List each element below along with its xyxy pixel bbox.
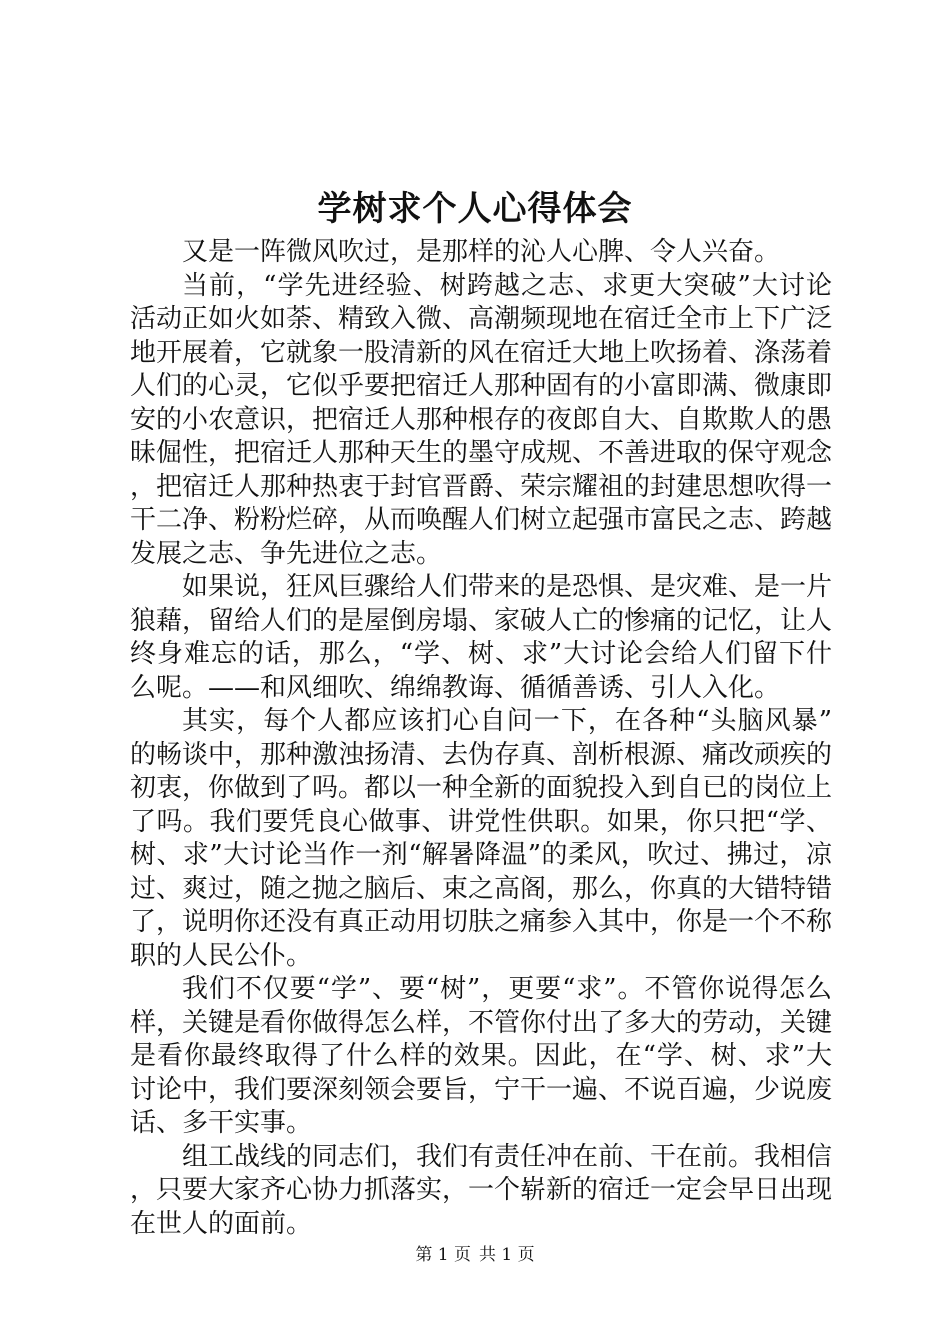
page-number: 第 1 页 — [415, 1245, 471, 1265]
paragraph: 如果说，狂风巨骤给人们带来的是恐惧、是灾难、是一片狼藉，留给人们的是屋倒房塌、家破人亡的惨痛的记忆，让人终身难忘的话，那么，“学、树、求”大讨论会给人们留下什么呢。——和风细吹、绵绵教诲、循循善诱、引人入化。 — [130, 572, 833, 703]
document-body — [130, 236, 832, 1241]
page-total: 共 1 页 — [479, 1245, 535, 1265]
paragraph: 又是一阵微风吹过，是那样的沁人心脾、令人兴奋。 — [182, 237, 781, 267]
document-title: 学树求个人心得体会 — [317, 189, 633, 229]
paragraph: 其实，每个人都应该扪心自问一下，在各种“头脑风暴”的畅谈中，那种激浊扬清、去伪存真、剖析根源、痛改顽疾的初衷，你做到了吗。都以一种全新的面貌投入到自已的岗位上了吗。我们要凭良心做事、讲党性供职。如果，你只把“学、树、求”大讨论当作一剂“解暑降温”的柔风，吹过、拂过，凉过、爽过，随之抛之脑后、束之高阁，那么，你真的大错特错了，说明你还没有真正动用切肤之痛参入其中，你是一个不称职的人民公仆。 — [130, 706, 833, 971]
paragraph: 我们不仅要“学”、要“树”，更要“求”。不管你说得怎么样，关键是看你做得怎么样，不管你付出了多大的劳动，关键是看你最终取得了什么样的效果。因此，在“学、树、求”大讨论中，我们要深刻领会要旨，宁干一遍、不说百遍，少说废话、多干实事。 — [130, 974, 833, 1138]
paragraph: 当前，“学先进经验、树跨越之志、求更大突破”大讨论活动正如火如荼、精致入微、高潮频现地在宿迁全市上下广泛地开展着，它就象一股清新的风在宿迁大地上吹扬着、涤荡着人们的心灵，它似乎要把宿迁人那种固有的小富即满、微康即安的小农意识，把宿迁人那种根存的夜郎自大、自欺欺人的愚昧倔性，把宿迁人那种天生的墨守成规、不善进取的保守观念，把宿迁人那种热衷于封官晋爵、荣宗耀祖的封建思想吹得一干二净、粉粉烂碎，从而唤醒人们树立起强市富民之志、跨越发展之志、争先进位之志。 — [130, 270, 833, 569]
page-footer — [0, 1244, 950, 1266]
paragraph: 组工战线的同志们，我们有责任冲在前、干在前。我相信，只要大家齐心协力抓落实，一个崭新的宿迁一定会早日出现在世人的面前。 — [130, 1141, 833, 1239]
